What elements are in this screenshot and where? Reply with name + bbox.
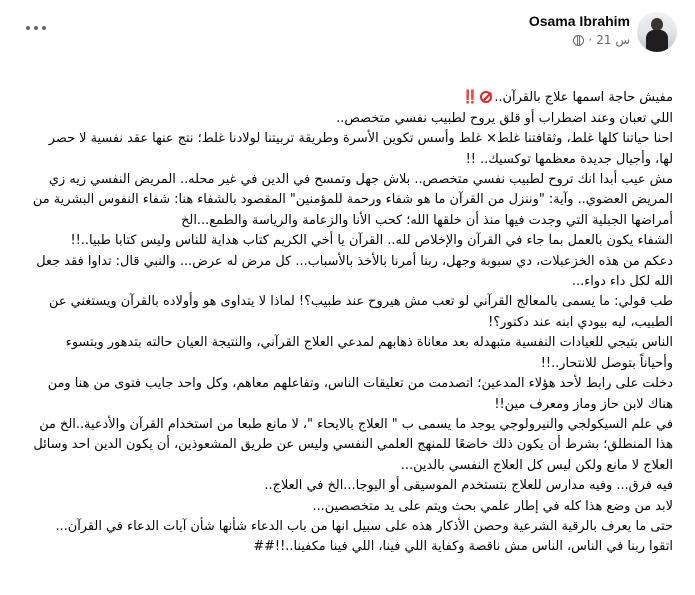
post-body-text: اللي تعبان وعند اضطراب أو قلق يروح لطبيب نفسي متخصص.. احنا حياتنا كلها غلط، وثقافتنا غلط× غلط وأسس تكوين الأسرة وطريقة تربيتنا لولادنا غلط؛ نتج عنها عقد نفسية لا حصر لها، وأجيال جديدة معظمها توكسيك.. !! مش عيب أبدا انك تروح لطبيب نفسي متخصص.. بلاش جهل وتمسح في الدين في غير محله.. المريض النفسي زيه زي المريض العضوي.. وآية: "وننزل من القرآن ما هو شفاء ورحمة للمؤمنين" المقصود بالشفاء هنا: شفاء النفوس البشرية من أمراضها الجبلية التي وجدت فيها منذ أن خلقها الله؛ كحب الأنا والزعامة والرياسة والطمع...الخ الشفاء يكون بالعمل بما جاء في القرآن والإخلاص لله.. القرآن يا أخي الكريم كتاب هداية للناس وليس كتابا طبيا..!! دعكم من هذه الخزعبلات، دي سبوبة وجهل، ربنا أمرنا بالأخذ بالأسباب... كل مرض له عرض... والنبي قال: تداوا فقد جعل الله لكل داء دواء... طب قولي: ما يسمى بالمعالج القرآني لو تعب مش هيروح عند طبيب؟! لماذا لا يتداوى هو وأولاده بالقرآن ويستغني عن الطبيب، ليه بيودي ابنه عند دكتور؟! الناس بتيجي للعيادات النفسية متبهدله بعد معاناة ذهابهم لمدعي العلاج القرآني، والنتيجة العيان حالته بتدهور وبتسوء وأحياناً بتوصل للانتحار..!! دخلت على رابط لأحد هؤلاء المدعين؛ اتصدمت من تعليقات الناس، وتفاعلهم معاهم، وكل واحد جايب فتوى من هنا ومن هناك لابن حاز وماز ومعرف مين!! في علم السيكولجي والنيرولوجي يوجد ما يسمى ب " العلاج بالايحاء "، لا مانع طبعا من استخدام القرآن والأدعية..الخ من هذا المنطلق؛ بشرط أن يكون ذلك خاضعًا للمنهج العلمي النفسي وليس عن طريق المشعوذين، أن يكون الدين احد وسائل العلاج لا مانع ولكن ليس كل العلاج النفسي بالدين... فيه فرق... وفيه مدارس للعلاج بتستخدم الموسيقى أو اليوجا...الخ في العلاج.. لابد من وضع هذا كله في إطار علمي بحث ويتم على يد متخصصين... حتى ما يعرف بالرقية الشرعية وحصن الأذكار هذه على سبيل انها من باب الدعاء شأنها شأن آيات الدعاء في القرآن... اتقوا ربنا في الناس، الناس مش ناقصة وكفاية اللي فينا، اللي فينا مكفينا..!!## bbox=[32, 110, 673, 555]
post-first-line-text: مفيش حاجة اسمها علاج بالقرآن.. bbox=[494, 90, 673, 106]
post-meta bbox=[529, 33, 630, 47]
author-name[interactable]: Osama Ibrahim bbox=[528, 13, 630, 29]
globe-icon[interactable] bbox=[573, 35, 584, 46]
more-options-icon[interactable] bbox=[26, 26, 46, 30]
post-content bbox=[32, 68, 673, 558]
author-block bbox=[529, 12, 630, 47]
post-header bbox=[0, 12, 695, 62]
avatar[interactable] bbox=[637, 12, 677, 52]
double-exclamation-icon: ‼️ bbox=[462, 90, 479, 106]
prohibited-icon bbox=[480, 91, 492, 103]
post-timestamp[interactable]: 21 س bbox=[596, 33, 630, 47]
sep-dot: · bbox=[588, 33, 593, 47]
post-first-line bbox=[32, 88, 673, 108]
